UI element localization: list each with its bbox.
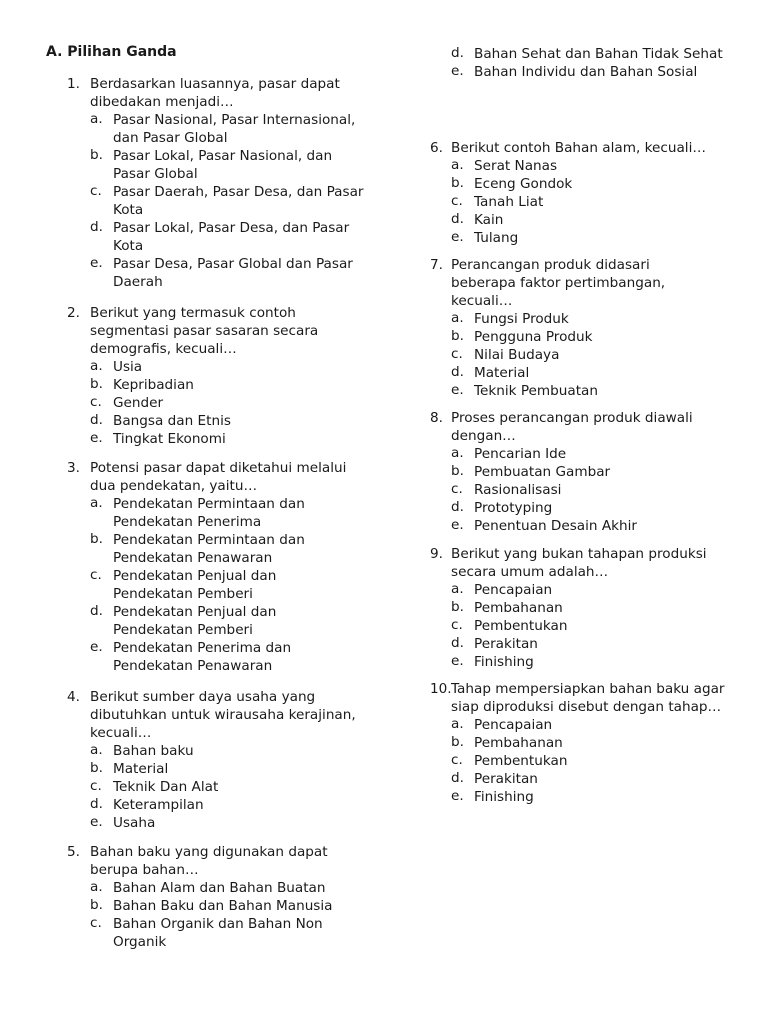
option-2-a [90,358,347,376]
option-letter: a. [90,742,103,758]
option-letter: c. [451,346,463,362]
option-5-e [451,63,731,81]
option-list [451,716,730,806]
option-letter: c. [90,567,102,583]
option-letter: d. [451,635,464,651]
option-9-b [451,599,730,617]
option-6-b [451,175,730,193]
option-text: Fungsi Produk [474,311,569,327]
option-letter: a. [451,157,464,173]
question-number: 7. [430,257,443,273]
option-text: Eceng Gondok [474,176,573,192]
question-stem [430,545,730,581]
option-7-d [451,364,680,382]
option-text: Rasionalisasi [474,482,562,498]
option-list [451,445,710,535]
question-text: Berikut yang termasuk contoh segmentasi pasar sasaran secara demografis, kecuali… [90,305,319,357]
option-letter: b. [451,175,464,191]
option-5-a [90,879,352,897]
question-9 [430,545,730,671]
question-7 [430,256,680,400]
option-list [451,310,680,400]
option-letter: c. [90,778,102,794]
option-text: Pasar Daerah, Pasar Desa, dan Pasar Kota [113,184,364,218]
question-text: Proses perancangan produk diawali dengan… [451,410,693,444]
option-letter: b. [90,897,103,913]
option-text: Gender [113,395,164,411]
option-text: Tulang [474,230,519,246]
option-3-e [90,639,357,675]
option-text: Bahan Organik dan Bahan Non Organik [113,916,323,950]
question-stem [430,680,730,716]
question-5-continued [451,45,731,81]
question-number: 6. [430,140,443,156]
option-8-c [451,481,710,499]
option-letter: a. [451,581,464,597]
option-letter: e. [451,63,464,79]
option-6-d [451,211,730,229]
question-text: Berdasarkan luasannya, pasar dapat dibedakan menjadi… [90,76,340,110]
option-text: Pasar Lokal, Pasar Desa, dan Pasar Kota [113,220,350,254]
question-stem [67,304,347,358]
question-2 [67,304,347,448]
option-3-a [90,495,357,531]
option-text: Teknik Pembuatan [474,383,598,399]
option-letter: a. [451,445,464,461]
option-text: Pasar Nasional, Pasar Internasional, dan Pasar Global [113,112,356,146]
option-7-b [451,328,680,346]
option-letter: c. [451,481,463,497]
option-text: Bahan Baku dan Bahan Manusia [113,898,333,914]
option-letter: c. [90,394,102,410]
option-text: Perakitan [474,771,538,787]
option-letter: d. [451,770,464,786]
option-8-d [451,499,710,517]
option-5-b [90,897,352,915]
option-text: Nilai Budaya [474,347,560,363]
question-stem [430,256,680,310]
option-text: Bahan baku [113,743,194,759]
option-2-d [90,412,347,430]
question-number: 2. [67,305,80,321]
option-2-e [90,430,347,448]
option-letter: c. [90,915,102,931]
option-letter: e. [451,788,464,804]
question-number: 5. [67,844,80,860]
option-text: Serat Nanas [474,158,558,174]
option-list [451,581,730,671]
option-text: Pendekatan Permintaan dan Pendekatan Penawaran [113,532,305,566]
question-text: Perancangan produk didasari beberapa faktor pertimbangan, kecuali… [451,257,666,309]
option-3-b [90,531,357,567]
question-8 [430,409,710,535]
option-letter: b. [451,328,464,344]
option-letter: a. [90,358,103,374]
question-4 [67,688,357,832]
option-letter: b. [451,734,464,750]
option-7-a [451,310,680,328]
question-number: 1. [67,76,80,92]
option-text: Teknik Dan Alat [113,779,219,795]
option-4-a [90,742,357,760]
option-text: Finishing [474,654,534,670]
option-text: Material [474,365,530,381]
option-2-b [90,376,347,394]
option-text: Bahan Individu dan Bahan Sosial [474,64,698,80]
option-text: Finishing [474,789,534,805]
option-letter: d. [451,364,464,380]
option-letter: a. [451,310,464,326]
option-list [90,742,357,832]
question-stem [67,459,357,495]
option-text: Kepribadian [113,377,194,393]
option-2-c [90,394,347,412]
question-10 [430,680,730,806]
option-letter: a. [90,111,103,127]
question-text: Berikut contoh Bahan alam, kecuali… [451,140,706,156]
option-text: Usia [113,359,143,375]
option-letter: d. [90,603,103,619]
question-stem [67,688,357,742]
option-letter: e. [451,653,464,669]
question-text: Berikut sumber daya usaha yang dibutuhkan untuk wirausaha kerajinan, kecuali… [90,689,356,741]
option-10-e [451,788,730,806]
option-9-e [451,653,730,671]
question-stem [430,139,730,157]
option-letter: d. [451,499,464,515]
option-text: Pasar Lokal, Pasar Nasional, dan Pasar Global [113,148,333,182]
question-1 [67,75,367,291]
option-text: Tingkat Ekonomi [113,431,226,447]
question-number: 3. [67,460,80,476]
option-text: Pendekatan Penjual dan Pendekatan Pemberi [113,604,277,638]
option-10-a [451,716,730,734]
option-text: Pasar Desa, Pasar Global dan Pasar Daerah [113,256,353,290]
option-1-c [90,183,367,219]
question-text: Berikut yang bukan tahapan produksi secara umum adalah… [451,546,707,580]
option-text: Perakitan [474,636,538,652]
option-text: Usaha [113,815,156,831]
question-number: 9. [430,546,443,562]
option-text: Prototyping [474,500,553,516]
option-1-e [90,255,367,291]
option-4-c [90,778,357,796]
option-text: Pencapaian [474,582,553,598]
question-text: Tahap mempersiapkan bahan baku agar siap diproduksi disebut dengan tahap… [451,681,725,715]
option-letter: b. [90,760,103,776]
question-5 [67,843,352,951]
option-4-e [90,814,357,832]
option-7-e [451,382,680,400]
option-text: Kain [474,212,504,228]
question-stem [67,843,352,879]
question-text: Potensi pasar dapat diketahui melalui dua pendekatan, yaitu… [90,460,347,494]
option-9-a [451,581,730,599]
option-text: Pencarian Ide [474,446,567,462]
option-1-a [90,111,367,147]
option-4-d [90,796,357,814]
option-6-a [451,157,730,175]
option-text: Keterampilan [113,797,204,813]
option-text: Tanah Liat [474,194,544,210]
option-letter: b. [90,376,103,392]
option-letter: e. [451,229,464,245]
option-letter: d. [90,219,103,235]
option-list [451,157,730,247]
option-text: Bangsa dan Etnis [113,413,231,429]
option-list [90,111,367,291]
option-letter: d. [451,211,464,227]
question-number: 10. [430,681,452,697]
option-text: Pencapaian [474,717,553,733]
option-text: Pembuatan Gambar [474,464,611,480]
option-text: Pembentukan [474,753,568,769]
option-3-d [90,603,357,639]
option-letter: a. [90,495,103,511]
option-10-c [451,752,730,770]
option-text: Pengguna Produk [474,329,593,345]
option-4-b [90,760,357,778]
option-letter: e. [451,382,464,398]
option-letter: c. [451,193,463,209]
option-1-b [90,147,367,183]
option-letter: e. [90,255,103,271]
option-7-c [451,346,680,364]
option-letter: c. [90,183,102,199]
section-title: A. Pilihan Ganda [46,44,177,60]
option-letter: e. [90,430,103,446]
option-letter: b. [451,599,464,615]
option-letter: d. [90,412,103,428]
option-letter: a. [90,879,103,895]
option-letter: c. [451,617,463,633]
option-text: Material [113,761,169,777]
option-list [90,358,347,448]
option-text: Pendekatan Penjual dan Pendekatan Pemberi [113,568,277,602]
option-letter: e. [90,814,103,830]
option-list [90,495,357,675]
option-8-a [451,445,710,463]
option-letter: e. [90,639,103,655]
option-6-e [451,229,730,247]
option-text: Pendekatan Penerima dan Pendekatan Penawaran [113,640,292,674]
option-8-b [451,463,710,481]
option-text: Pembahanan [474,735,563,751]
option-8-e [451,517,710,535]
question-number: 4. [67,689,80,705]
option-letter: b. [90,147,103,163]
option-letter: c. [451,752,463,768]
option-letter: d. [90,796,103,812]
option-letter: b. [90,531,103,547]
question-stem [67,75,367,111]
option-1-d [90,219,367,255]
option-letter: b. [451,463,464,479]
option-text: Pembahanan [474,600,563,616]
option-text: Penentuan Desain Akhir [474,518,637,534]
option-5-c [90,915,352,951]
option-10-d [451,770,730,788]
question-stem [430,409,710,445]
question-text: Bahan baku yang digunakan dapat berupa bahan… [90,844,328,878]
option-3-c [90,567,357,603]
option-text: Bahan Sehat dan Bahan Tidak Sehat [474,46,723,62]
option-6-c [451,193,730,211]
option-9-d [451,635,730,653]
question-3 [67,459,357,675]
option-10-b [451,734,730,752]
question-6 [430,139,730,247]
option-letter: d. [451,45,464,61]
question-number: 8. [430,410,443,426]
option-5-d [451,45,731,63]
option-text: Bahan Alam dan Bahan Buatan [113,880,326,896]
option-9-c [451,617,730,635]
option-letter: a. [451,716,464,732]
option-letter: e. [451,517,464,533]
option-text: Pendekatan Permintaan dan Pendekatan Penerima [113,496,305,530]
option-list [90,879,352,951]
option-text: Pembentukan [474,618,568,634]
